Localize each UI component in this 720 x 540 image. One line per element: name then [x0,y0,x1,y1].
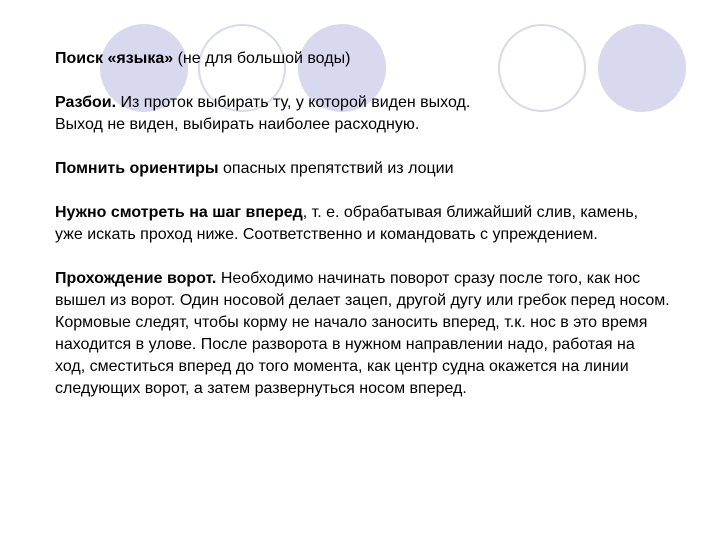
paragraph-heading: Помнить ориентиры [55,160,219,177]
paragraph-branches [55,92,695,136]
paragraph-search-tongue [55,48,695,70]
paragraph-text: Из проток выбирать ту, у которой виден выход. [116,94,471,111]
paragraph-text: Необходимо начинать поворот сразу после того, как нос вышел из ворот. Один носовой делает зацеп, другой дугу или гребок перед носом. Кормовые следят, чтобы корму не начало заносить вперед, т.к. нос в это время находится в улове. После разворота в нужном направлении надо, работая на [55,270,670,353]
paragraph-text: , т. е. обрабатывая ближайший слив, камень, [302,204,639,221]
paragraph-line: Выход не виден, выбирать наиболее расходную. [55,116,420,133]
paragraph-look-ahead [55,202,695,246]
paragraph-line: уже искать проход ниже. Соответственно и командовать с упреждением. [55,226,598,243]
paragraph-landmarks [55,158,695,180]
slide-body [55,48,695,422]
paragraph-heading: Поиск «языка» [55,50,174,67]
paragraph-heading: Прохождение ворот. [55,270,217,287]
paragraph-gates [55,268,695,400]
paragraph-text: опасных препятствий из лоции [218,160,454,177]
paragraph-line: ход, сместиться вперед до того момента, как центр судна окажется на линии следующих ворот, а затем развернуться носом вперед. [55,358,629,397]
paragraph-heading: Разбои. [55,94,117,111]
paragraph-heading: Нужно смотреть на шаг вперед [55,204,303,221]
paragraph-text: (не для большой воды) [173,50,351,67]
